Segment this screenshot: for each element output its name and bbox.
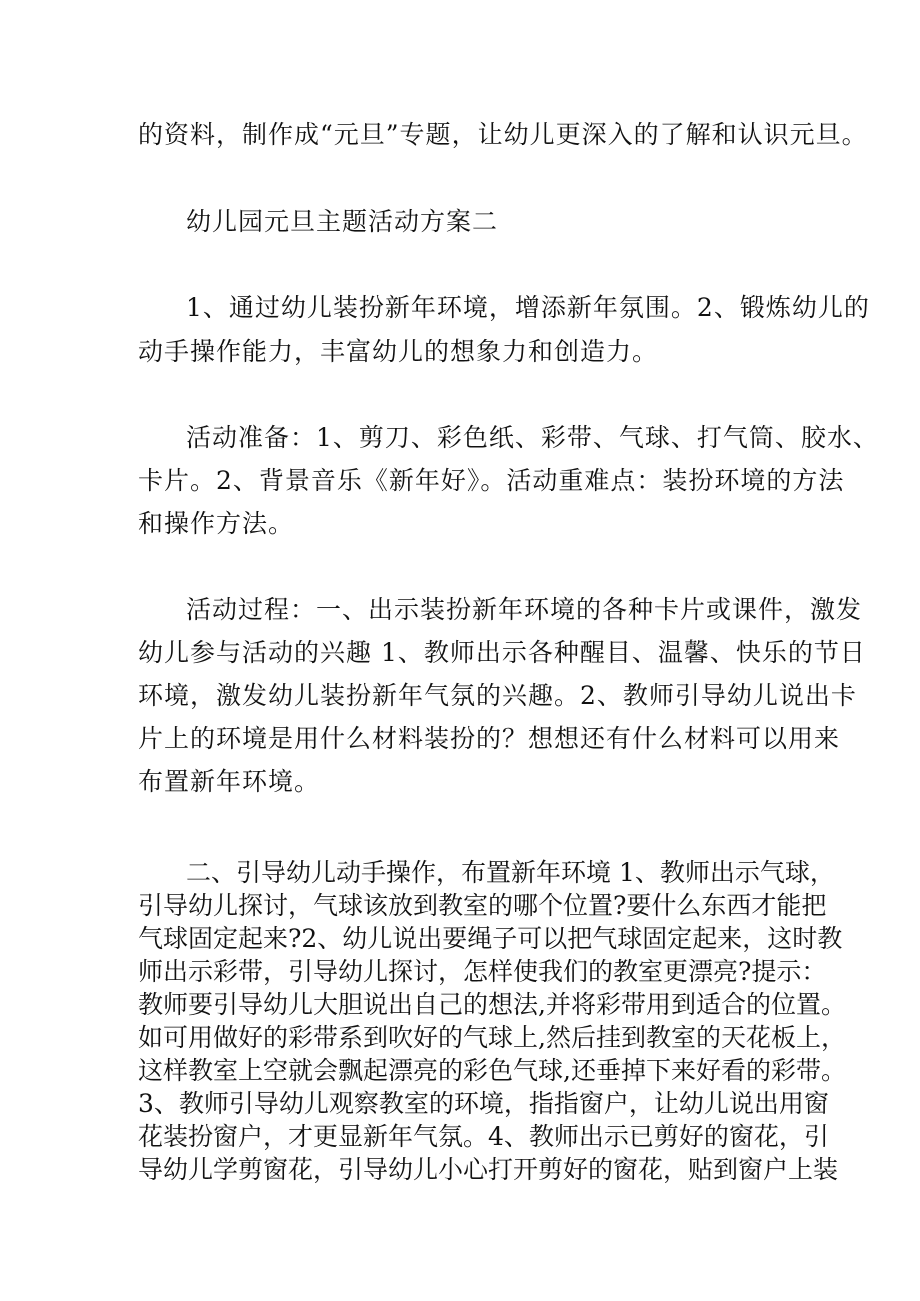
text-line: 二、引导幼儿动手操作，布置新年环境 1、教师出示气球，	[186, 858, 835, 887]
text-line: 1、通过幼儿装扮新年环境，增添新年氛围。2、锻炼幼儿的	[186, 293, 870, 322]
text-line: 动手操作能力，丰富幼儿的想象力和创造力。	[138, 337, 659, 366]
text-line: 花装扮窗户，才更显新年气氛。4、教师出示已剪好的窗花，引	[138, 1122, 829, 1151]
text-line: 导幼儿学剪窗花，引导幼儿小心打开剪好的窗花，贴到窗户上装	[138, 1155, 839, 1184]
text-line: 气球固定起来?2、幼儿说出要绳子可以把气球固定起来，这时教	[138, 924, 843, 953]
text-line: 的资料，制作成“元旦”专题，让幼儿更深入的了解和认识元旦。	[138, 120, 868, 149]
text-line: 布置新年环境。	[138, 767, 321, 796]
text-line: 如可用做好的彩带系到吹好的气球上,然后挂到教室的天花板上，	[138, 1023, 846, 1052]
text-line: 幼儿参与活动的兴趣 1、教师出示各种醒目、温馨、快乐的节日	[138, 638, 866, 667]
text-line: 活动准备：1、剪刀、彩色纸、彩带、气球、打气筒、胶水、	[186, 423, 879, 452]
text-line: 师出示彩带，引导幼儿探讨，怎样使我们的教室更漂亮?提示：	[138, 957, 827, 986]
text-line: 3、教师引导幼儿观察教室的环境，指指窗户，让幼儿说出用窗	[138, 1089, 829, 1118]
text-line: 环境，激发幼儿装扮新年气氛的兴趣。2、教师引导幼儿说出卡	[138, 681, 857, 710]
text-line: 教师要引导幼儿大胆说出自己的想法,并将彩带用到适合的位置。	[138, 990, 846, 1019]
text-line: 引导幼儿探讨，气球该放到教室的哪个位置?要什么东西才能把	[138, 891, 827, 920]
text-line: 卡片。2、背景音乐《新年好》。活动重难点：装扮环境的方法	[138, 466, 845, 495]
text-line: 活动过程：一、出示装扮新年环境的各种卡片或课件，激发	[186, 595, 863, 624]
text-line: 和操作方法。	[138, 509, 295, 538]
text-line: 片上的环境是用什么材料装扮的？想想还有什么材料可以用来	[138, 724, 841, 753]
text-line: 这样教室上空就会飘起漂亮的彩色气球,还垂掉下来好看的彩带。	[138, 1056, 846, 1085]
section-heading: 幼儿园元旦主题活动方案二	[186, 207, 499, 236]
